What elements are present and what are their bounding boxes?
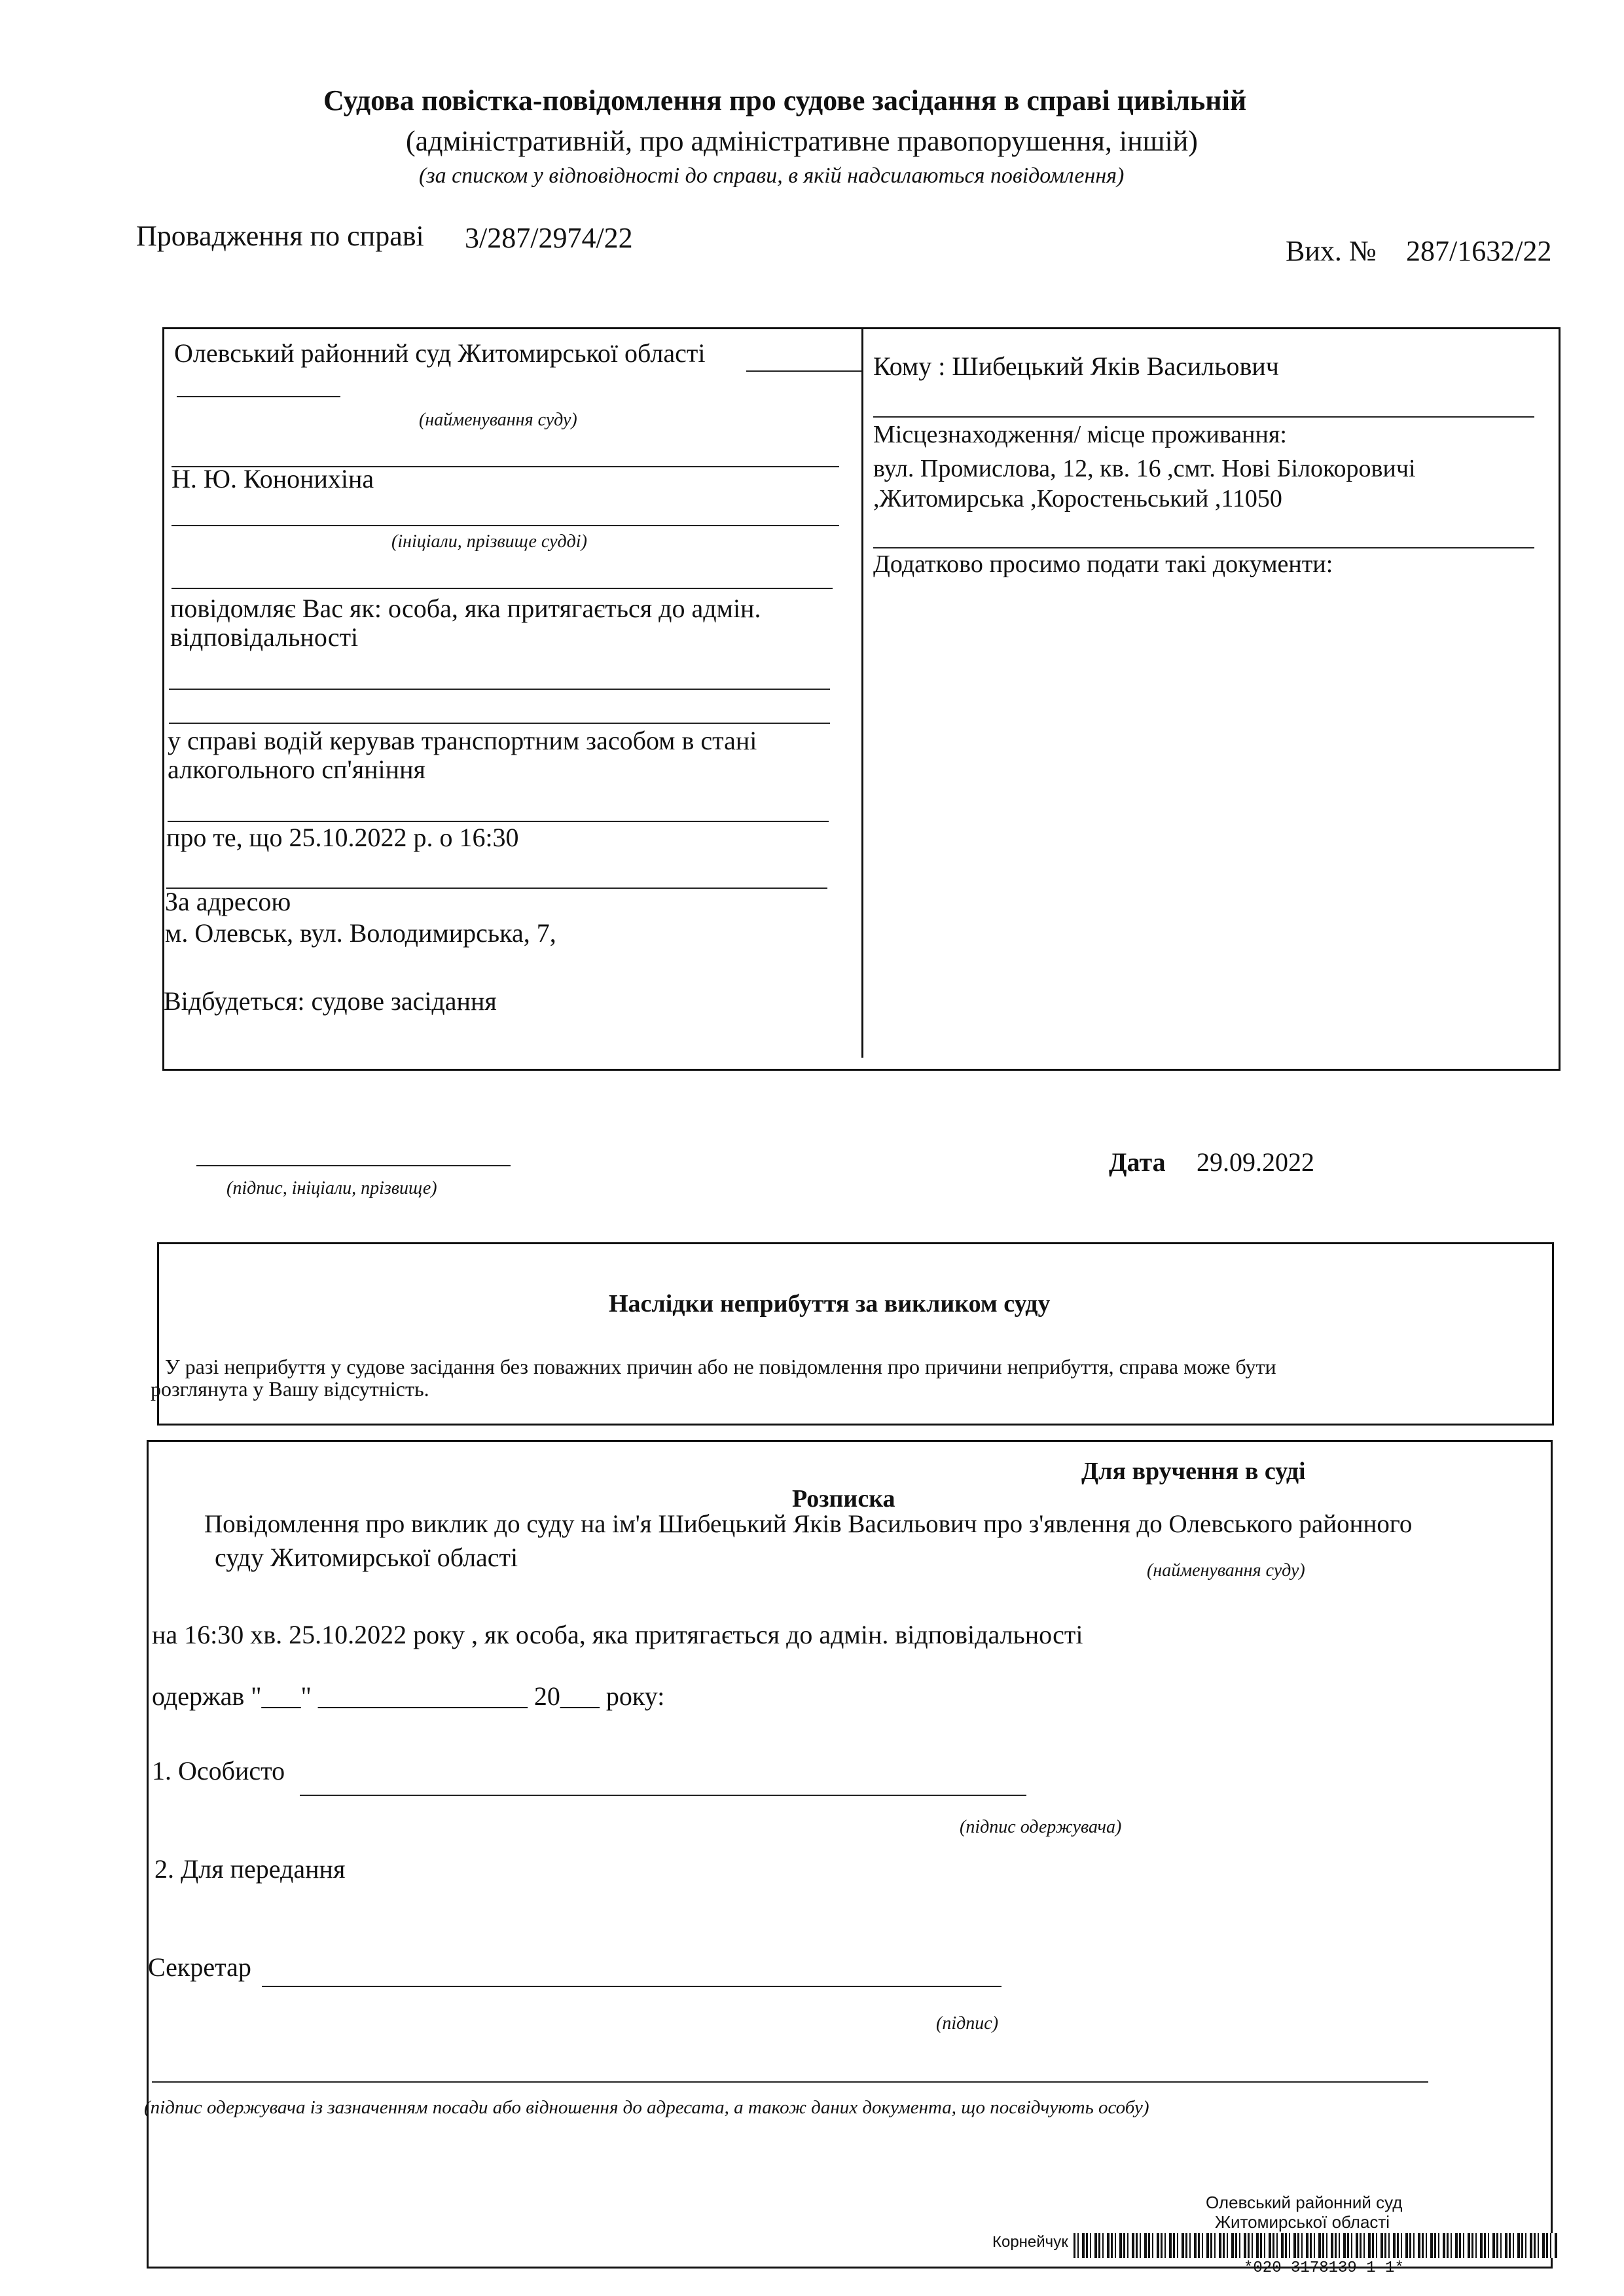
signature-caption: (підпис, ініціали, прізвище) bbox=[226, 1178, 437, 1198]
signature-line bbox=[196, 1165, 511, 1166]
extra-documents: Додатково просимо подати такі документи: bbox=[873, 550, 1333, 578]
stamp-court: Олевський районний суд bbox=[1206, 2193, 1403, 2212]
secretary-signature-caption: (підпис) bbox=[936, 2013, 999, 2034]
personal-label: 1. Особисто bbox=[152, 1756, 285, 1785]
date-label: Дата bbox=[1109, 1147, 1166, 1177]
received-line: одержав "___" ________________ 20___ року: bbox=[152, 1681, 665, 1711]
receipt-court-caption: (найменування суду) bbox=[1147, 1560, 1305, 1581]
receipt-line-1: Повідомлення про виклик до суду на ім'я Шибецький Яків Васильович про з'явлення до Олевського районного bbox=[204, 1510, 1413, 1538]
stamp-clerk: Корнейчук bbox=[992, 2233, 1068, 2251]
hearing-address: м. Олевськ, вул. Володимирська, 7, bbox=[165, 918, 556, 948]
court-caption: (найменування суду) bbox=[419, 410, 577, 430]
consequences-line-2: розглянута у Вашу відсутність. bbox=[151, 1377, 429, 1401]
receipt-title: Розписка bbox=[792, 1485, 895, 1513]
court-name: Олевський районний суд Житомирської області bbox=[174, 338, 706, 368]
recipient-signature-caption: (підпис одержувача) bbox=[960, 1817, 1122, 1837]
document-title: Судова повістка-повідомлення про судове засідання в справі цивільній bbox=[323, 84, 1247, 117]
document-note: (за списком у відповідності до справи, в якій надсилаються повідомлення) bbox=[419, 164, 1125, 188]
secretary-signature-line bbox=[262, 1986, 1001, 1987]
case-number: 3/287/2974/22 bbox=[465, 222, 633, 254]
location-label: Місцезнаходження/ місце проживання: bbox=[873, 421, 1287, 448]
transfer-label: 2. Для передання bbox=[154, 1854, 346, 1884]
event-type: Відбудеться: судове засідання bbox=[164, 986, 497, 1016]
receipt-line-2: суду Житомирської області bbox=[215, 1543, 518, 1572]
location-line-2: ,Житомирська ,Коростеньський ,11050 bbox=[873, 485, 1282, 512]
document-subtitle: (адміністративній, про адміністративне правопорушення, іншій) bbox=[406, 125, 1198, 157]
outgoing-number: 287/1632/22 bbox=[1406, 235, 1552, 267]
judge-caption: (ініціали, прізвище судді) bbox=[391, 531, 587, 552]
hearing-date-text: про те, що 25.10.2022 р. о 16:30 bbox=[166, 823, 519, 852]
consequences-line-1: У разі неприбуття у судове засідання без поважних причин або не повідомлення про причини неприбуття, справа може бути bbox=[165, 1355, 1276, 1378]
for-court-label: Для вручення в суді bbox=[1081, 1458, 1306, 1485]
barcode bbox=[1074, 2233, 1558, 2258]
notify-line-2: відповідальності bbox=[170, 622, 359, 652]
judge-name: Н. Ю. Кононихіна bbox=[171, 464, 374, 493]
footer-line bbox=[152, 2081, 1428, 2083]
receipt-footer-note: (підпис одержувача із зазначенням посади або відношення до адресата, а також даних документа, що посвідчують особу) bbox=[144, 2097, 1149, 2118]
address-label: За адресою bbox=[165, 887, 291, 916]
location-line-1: вул. Промислова, 12, кв. 16 ,смт. Нові Білокоровичі bbox=[873, 455, 1416, 482]
consequences-title: Наслідки неприбуття за викликом суду bbox=[609, 1290, 1051, 1318]
receipt-time-line: на 16:30 хв. 25.10.2022 року , як особа, яка притягається до адмін. відповідальності bbox=[152, 1620, 1083, 1649]
personal-signature-line bbox=[300, 1795, 1026, 1796]
barcode-code: *020-3178139-1-1* bbox=[1244, 2259, 1404, 2277]
stamp-region: Житомирської області bbox=[1215, 2212, 1390, 2232]
recipient: Кому : Шибецький Яків Васильович bbox=[873, 351, 1279, 381]
case-label: Провадження по справі bbox=[136, 220, 424, 252]
secretary-label: Секретар bbox=[148, 1952, 251, 1982]
date-value: 29.09.2022 bbox=[1197, 1147, 1314, 1177]
case-line-2: алкогольного сп'яніння bbox=[168, 755, 425, 784]
notify-line-1: повідомляє Вас як: особа, яка притягається до адмін. bbox=[170, 594, 761, 623]
case-line-1: у справі водій керував транспортним засобом в стані bbox=[168, 726, 757, 755]
summons-divider bbox=[861, 327, 863, 1058]
outgoing-label: Вих. № bbox=[1286, 235, 1377, 267]
